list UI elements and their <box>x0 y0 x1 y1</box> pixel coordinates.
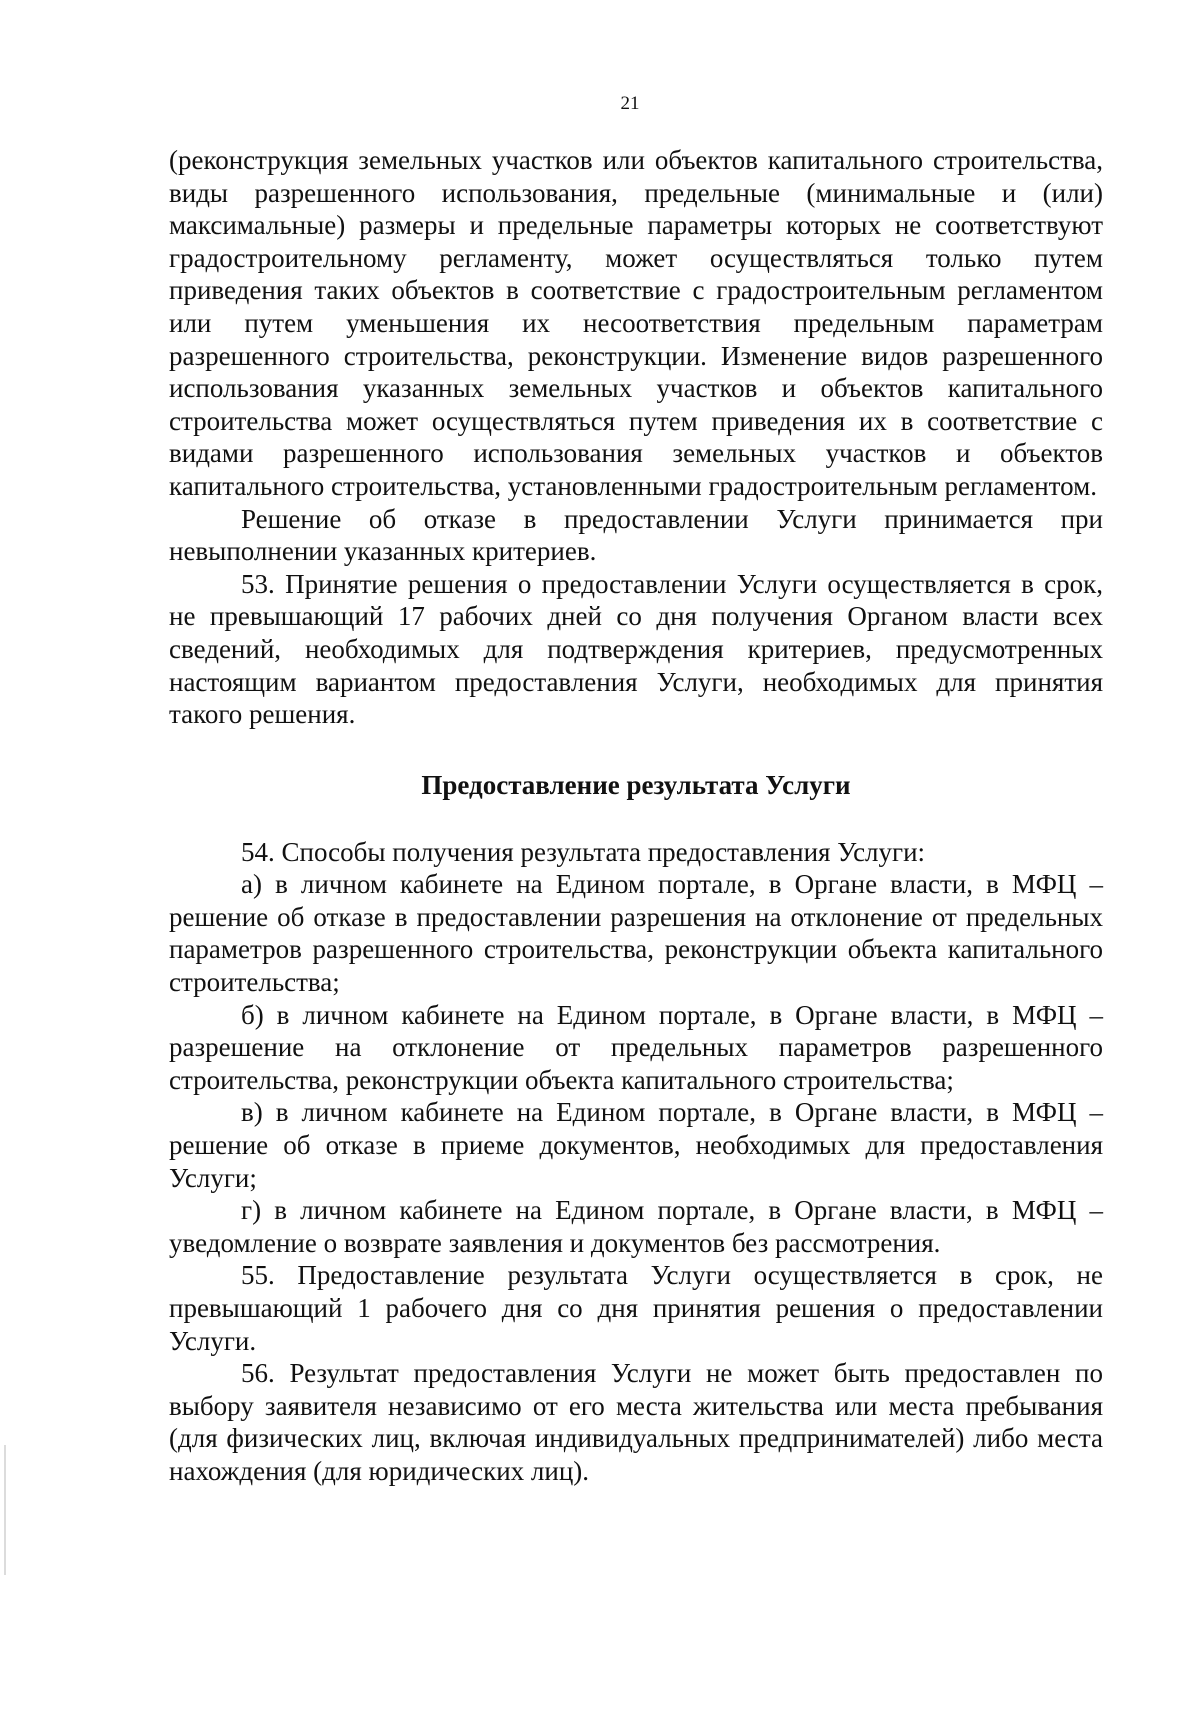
paragraph-55: 55. Предоставление результата Услуги осуществляется в срок, не превышающий 1 рабочего дня со дня принятия решения о предоставлении Услуги. <box>169 1260 1103 1356</box>
paragraph-56: 56. Результат предоставления Услуги не может быть предоставлен по выбору заявителя независимо от его места жительства или места пребывания (для физических лиц, включая индивидуальных предпринимателей) либо места нахождения (для юридических лиц). <box>169 1358 1103 1486</box>
paragraph-53: 53. Принятие решения о предоставлении Услуги осуществляется в срок, не превышающий 17 рабочих дней со дня получения Органом власти всех сведений, необходимых для подтверждения критериев, предусмотренных настоящим вариантом предоставления Услуги, необходимых для принятия такого решения. <box>169 568 1103 730</box>
paragraph-54-v: в) в личном кабинете на Едином портале, в Органе власти, в МФЦ – решение об отказе в приеме документов, необходимых для предоставления Услуги; <box>169 1097 1103 1193</box>
paragraph-continuation: (реконструкция земельных участков или объектов капитального строительства, виды разрешенного использования, предельные (минимальные и (или) максимальные) размеры и предельные параметры которых не соответствуют градостроительному регламенту, может осуществляться только путем приведения таких объектов в соответствие с градостроительным регламентом или путем уменьшения их несоответствия предельным параметрам разрешенного строительства, реконструкции. Изменение видов разрешенного использования указанных земельных участков и объектов капитального строительства может осуществляться путем приведения их в соответствие с видами разрешенного использования земельных участков и объектов капитального строительства, установленными градостроительным регламентом. <box>169 145 1103 501</box>
scan-edge-mark <box>4 1445 6 1575</box>
page-number: 21 <box>620 93 640 114</box>
paragraph-54-a: а) в личном кабинете на Едином портале, в Органе власти, в МФЦ – решение об отказе в предоставлении разрешения на отклонение от предельных параметров разрешенного строительства, реконструкции объекта капитального строительства; <box>169 869 1103 998</box>
paragraph-54-g: г) в личном кабинете на Едином портале, в Органе власти, в МФЦ – уведомление о возврате заявления и документов без рассмотрения. <box>169 1195 1103 1258</box>
paragraph-refusal-decision: Решение об отказе в предоставлении Услуги принимается при невыполнении указанных критериев. <box>169 503 1103 567</box>
document-body <box>169 144 1103 1488</box>
paragraph-54-b: б) в личном кабинете на Едином портале, в Органе власти, в МФЦ – разрешение на отклонение от предельных параметров разрешенного строительства, реконструкции объекта капитального строительства; <box>169 999 1103 1095</box>
section-heading: Предоставление результата Услуги <box>421 769 851 800</box>
paragraph-54: 54. Способы получения результата предоставления Услуги: <box>241 836 926 867</box>
